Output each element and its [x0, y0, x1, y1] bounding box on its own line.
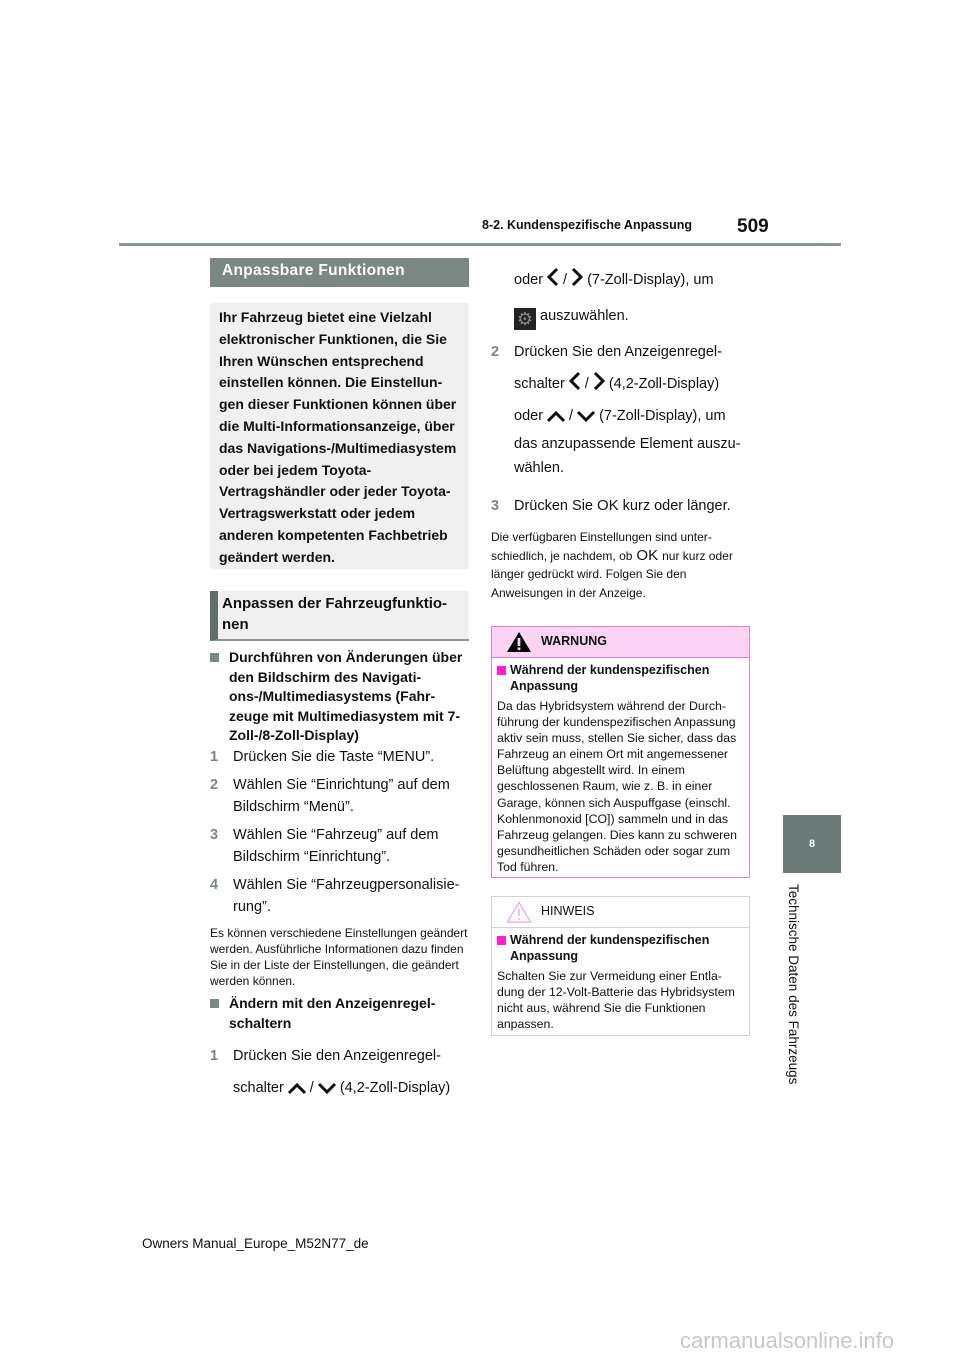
- warning-text: Da das Hybridsystem während der Durchführung der kundenspezifischen Anpassung aktiv sein muss, stellen Sie sicher, dass das Fahrzeug an einem Ort mit angemessener Belüftung abgestellt wird. In einem geschlossenen Raum, wie z. B. in einer Garage, können sich Auspuffgase (einschl. Kohlenmonoxid [CO]) sammeln und in das Fahrzeug gelangen. Dies kann zu schweren gesundheitlichen Schäden oder sogar zum Tod führen.: [497, 699, 737, 874]
- bullet-square-icon: [210, 999, 219, 1008]
- step-text: Wählen Sie “Fahrzeugpersonalisierung”.: [233, 877, 460, 915]
- step-text: Drücken Sie den Anzeigenregel-: [233, 1048, 441, 1064]
- warning-title: WARNUNG: [541, 634, 607, 648]
- chevron-up-icon: [546, 409, 566, 423]
- bullet-heading-switches: [210, 994, 469, 1033]
- step-1: [210, 746, 473, 768]
- warning-triangle-icon: [506, 631, 532, 653]
- step-b2: 2 Drücken Sie den Anzeigenregel- schalter / (4,2-Zoll-Display) oder / (7-Zoll-Display), um das anzupassende Element auszuwählen.: [491, 336, 774, 484]
- note-ok: [491, 528, 750, 602]
- step-text: (7-Zoll-Display), um: [599, 408, 726, 424]
- step-number: 1: [210, 749, 219, 765]
- step-text: (7-Zoll-Display), um: [587, 272, 714, 288]
- step-2: [210, 774, 473, 818]
- separator: /: [563, 272, 568, 288]
- step-4: [210, 874, 473, 918]
- gear-icon: ⚙: [514, 308, 536, 330]
- separator: /: [584, 376, 589, 392]
- ok-button-icon: OK: [596, 497, 619, 514]
- chapter-label: Technische Daten des Fahrzeugs: [786, 884, 801, 1085]
- step-text: Drücken Sie den Anzeigenregel-: [514, 344, 722, 360]
- step-text: Wählen Sie “Fahrzeug” auf dem Bildschirm “Einrichtung”.: [233, 827, 439, 865]
- chevron-up-icon: [287, 1081, 307, 1095]
- bullet-text: Ändern mit den Anzeigenregelschaltern: [229, 995, 436, 1031]
- step-number: 1: [210, 1048, 219, 1064]
- warning-box: [491, 626, 750, 878]
- heading-anpassbare-funktionen: Anpassbare Funktionen: [210, 258, 469, 287]
- step-b3: [491, 495, 774, 517]
- footer-doc-id: Owners Manual_Europe_M52N77_de: [142, 1236, 369, 1251]
- chevron-down-icon: [317, 1081, 337, 1095]
- bullet-square-icon: [497, 936, 506, 945]
- separator: /: [309, 1080, 314, 1096]
- step-text: kurz oder länger.: [622, 498, 731, 514]
- step-text: (4,2-Zoll-Display): [608, 376, 720, 392]
- step-text: auszuwählen.: [540, 308, 629, 324]
- step-text: Drücken Sie: [514, 498, 593, 514]
- chevron-right-icon: [570, 267, 584, 287]
- chevron-right-icon: [592, 371, 606, 391]
- chapter-tab[interactable]: 8: [783, 815, 841, 873]
- hint-heading: Während der kundenspezifischen Anpassung: [510, 933, 710, 963]
- step-b1: [210, 1040, 493, 1104]
- step-text: Drücken Sie die Taste “MENU”.: [233, 749, 435, 765]
- page-number: 509: [737, 216, 769, 237]
- step-text: (4,2-Zoll-Display): [339, 1080, 451, 1096]
- intro-box: Ihr Fahrzeug bietet eine Vielzahl elektronischer Funktionen, die Sie Ihren Wünschen entsprechend einstellen können. Die Einstellungen dieser Funktionen können über die Multi-Informationsanzeige, über das Navigations-/Multimediasystem oder bei jedem Toyota-Vertragshändler oder jeder Toyota-Vertragswerkstatt oder jedem anderen kompetenten Fachbetrieb geändert werden.: [210, 303, 469, 569]
- step-number: 2: [491, 344, 500, 360]
- hint-box: [491, 896, 750, 1036]
- heading-anpassen: Anpassen der Fahrzeugfunktionen: [210, 591, 469, 641]
- chevron-left-icon: [546, 267, 560, 287]
- step-b1-continued: [491, 262, 774, 334]
- hint-text: Schalten Sie zur Vermeidung einer Entladung der 12-Volt-Batterie das Hybridsystem nicht aus, während Sie die Funktionen anpassen.: [497, 969, 735, 1032]
- bullet-heading-display: [210, 648, 469, 746]
- step-text: schalter: [233, 1080, 284, 1096]
- step-text: oder: [514, 272, 544, 288]
- step-number: 3: [210, 827, 219, 843]
- step-text: oder: [514, 408, 544, 424]
- bullet-square-icon: [210, 653, 219, 662]
- section-title: 8-2. Kundenspezifische Anpassung: [482, 218, 692, 232]
- ok-button-icon: OK: [636, 546, 659, 564]
- chevron-left-icon: [568, 371, 582, 391]
- bullet-square-icon: [497, 666, 506, 675]
- step-3: [210, 824, 473, 868]
- step-text: Wählen Sie “Einrichtung” auf dem Bildschirm “Menü”.: [233, 777, 450, 815]
- hint-title: HINWEIS: [541, 904, 595, 918]
- step-number: 3: [491, 498, 500, 514]
- warning-heading: Während der kundenspezifischen Anpassung: [510, 663, 710, 693]
- note-text: Die verfügbaren Einstellungen sind unterschiedlich, je nachdem, ob: [491, 530, 712, 563]
- chevron-down-icon: [576, 409, 596, 423]
- caution-triangle-icon: [506, 901, 532, 923]
- step-text: schalter: [514, 376, 565, 392]
- watermark: carmanualsonline.info: [680, 1328, 895, 1353]
- step-number: 2: [210, 777, 219, 793]
- bullet-text: Durchführen von Änderungen über den Bildschirm des Navigations-/Multimediasystems (Fahrzeuge mit Multimediasystem mit 7-Zoll-/8-Zoll-Display): [229, 649, 463, 743]
- step-number: 4: [210, 877, 219, 893]
- step-text: das anzupassende Element auszuwählen.: [514, 436, 741, 476]
- note-settings: Es können verschiedene Einstellungen geändert werden. Ausführliche Informationen dazu finden Sie in der Liste der Einstellungen, die geändert werden können.: [210, 926, 468, 988]
- header-divider: [119, 243, 841, 246]
- note-text: nur kurz oder länger gedrückt wird. Folgen Sie den Anweisungen in der Anzeige.: [491, 548, 733, 600]
